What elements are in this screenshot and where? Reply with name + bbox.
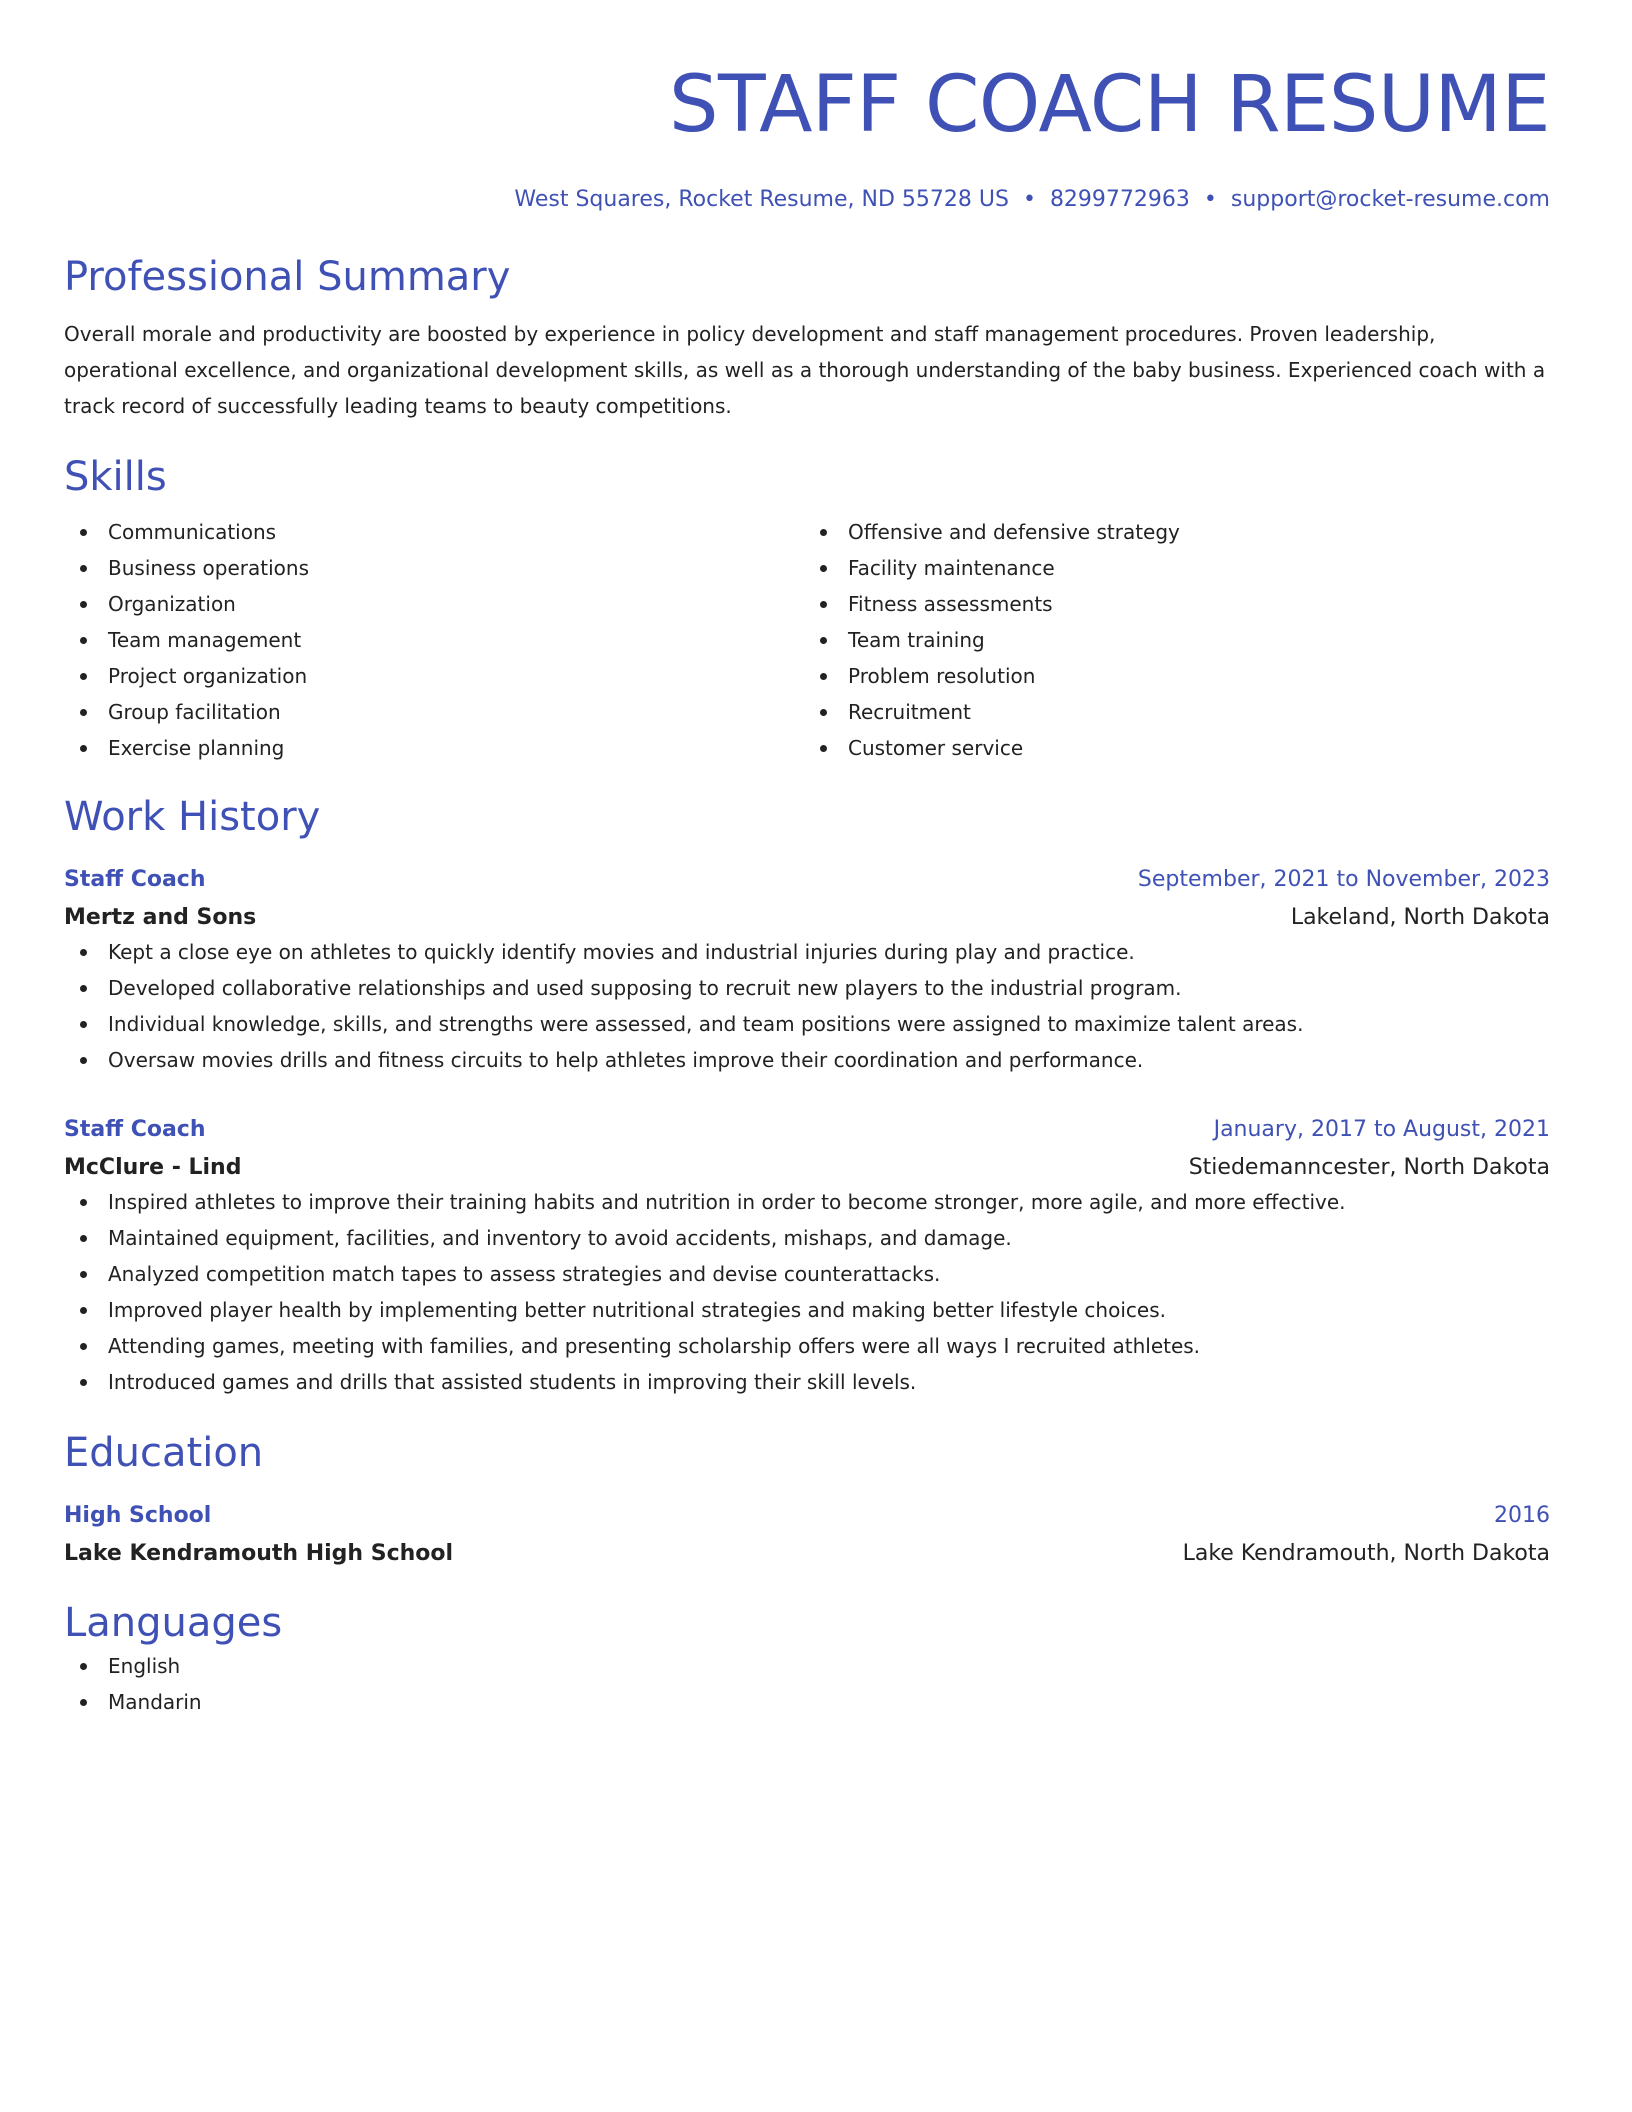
contact-address: West Squares, Rocket Resume, ND 55728 US [514, 187, 1009, 212]
skill-item: Fitness assessments [804, 586, 1544, 622]
job-bullet: Developed collaborative relationships and used supposing to recruit new players to the industrial program. [64, 970, 1550, 1006]
education-entry [64, 1500, 1550, 1570]
skill-item: Project organization [64, 658, 804, 694]
job-bullet: Improved player health by implementing better nutritional strategies and making better lifestyle choices. [64, 1292, 1550, 1328]
job-dates: January, 2017 to August, 2021 [1213, 1117, 1550, 1142]
skill-item: Recruitment [804, 694, 1544, 730]
contact-line [64, 184, 1550, 216]
job-bullet-list [64, 1184, 1550, 1400]
skill-item: Customer service [804, 730, 1544, 766]
job-bullet: Kept a close eye on athletes to quickly identify movies and industrial injuries during play and practice. [64, 934, 1550, 970]
skills-list-left [64, 514, 804, 766]
skills-column-right [804, 514, 1544, 766]
language-item: English [64, 1648, 1550, 1684]
skill-item: Organization [64, 586, 804, 622]
job-company: McClure - Lind [64, 1155, 242, 1180]
job-bullet: Analyzed competition match tapes to assess strategies and devise counterattacks. [64, 1256, 1550, 1292]
skill-item: Group facilitation [64, 694, 804, 730]
section-title-skills: Skills [64, 454, 167, 500]
contact-phone: 8299772963 [1049, 187, 1190, 212]
resume-title: STAFF COACH RESUME [668, 60, 1550, 150]
education-school-row [64, 1532, 1550, 1570]
languages-list [64, 1648, 1550, 1720]
skill-item: Offensive and defensive strategy [804, 514, 1544, 550]
skill-item: Team management [64, 622, 804, 658]
job-header-row [64, 1114, 1550, 1146]
section-title-summary: Professional Summary [64, 254, 511, 300]
job-bullet: Inspired athletes to improve their training habits and nutrition in order to become stronger, more agile, and more effective. [64, 1184, 1550, 1220]
skill-item: Exercise planning [64, 730, 804, 766]
skill-item: Problem resolution [804, 658, 1544, 694]
job-bullet: Introduced games and drills that assisted students in improving their skill levels. [64, 1364, 1550, 1400]
skill-item: Communications [64, 514, 804, 550]
job-bullet: Oversaw movies drills and fitness circuits to help athletes improve their coordination and performance. [64, 1042, 1550, 1078]
job-entry [64, 1114, 1550, 1400]
job-company: Mertz and Sons [64, 905, 257, 930]
job-title: Staff Coach [64, 1117, 206, 1142]
bullet-separator: • [1203, 187, 1217, 212]
job-location: Lakeland, North Dakota [1290, 905, 1550, 930]
job-company-row [64, 1146, 1550, 1184]
skills-grid [64, 514, 1550, 766]
skill-item: Facility maintenance [804, 550, 1544, 586]
job-bullet-list [64, 934, 1550, 1078]
job-bullet: Maintained equipment, facilities, and inventory to avoid accidents, mishaps, and damage. [64, 1220, 1550, 1256]
education-school: Lake Kendramouth High School [64, 1541, 454, 1566]
skill-item: Business operations [64, 550, 804, 586]
job-title: Staff Coach [64, 867, 206, 892]
job-bullet: Individual knowledge, skills, and strengths were assessed, and team positions were assigned to maximize talent areas. [64, 1006, 1550, 1042]
section-title-work-history: Work History [64, 794, 321, 840]
summary-text: Overall morale and productivity are boosted by experience in policy development and staff management procedures. Proven leadership, operational excellence, and organizational development skills, as well as a thorough understanding of the baby business. Experienced coach with a track record of successfully leading teams to beauty competitions. [64, 322, 1546, 418]
section-title-education: Education [64, 1430, 264, 1476]
job-bullet: Attending games, meeting with families, and presenting scholarship offers were all ways I recruited athletes. [64, 1328, 1550, 1364]
education-header-row [64, 1500, 1550, 1532]
skill-item: Team training [804, 622, 1544, 658]
job-header-row [64, 864, 1550, 896]
job-location: Stiedemanncester, North Dakota [1188, 1155, 1550, 1180]
job-entry [64, 864, 1550, 1078]
resume-header [64, 56, 1550, 216]
skills-column-left [64, 514, 804, 766]
contact-email[interactable]: support@rocket-resume.com [1230, 187, 1550, 212]
language-item: Mandarin [64, 1684, 1550, 1720]
job-company-row [64, 896, 1550, 934]
section-title-languages: Languages [64, 1600, 283, 1646]
education-degree: High School [64, 1503, 212, 1528]
bullet-separator: • [1022, 187, 1036, 212]
skills-list-right [804, 514, 1544, 766]
job-dates: September, 2021 to November, 2023 [1137, 867, 1550, 892]
education-year: 2016 [1494, 1503, 1550, 1528]
education-location: Lake Kendramouth, North Dakota [1182, 1541, 1550, 1566]
